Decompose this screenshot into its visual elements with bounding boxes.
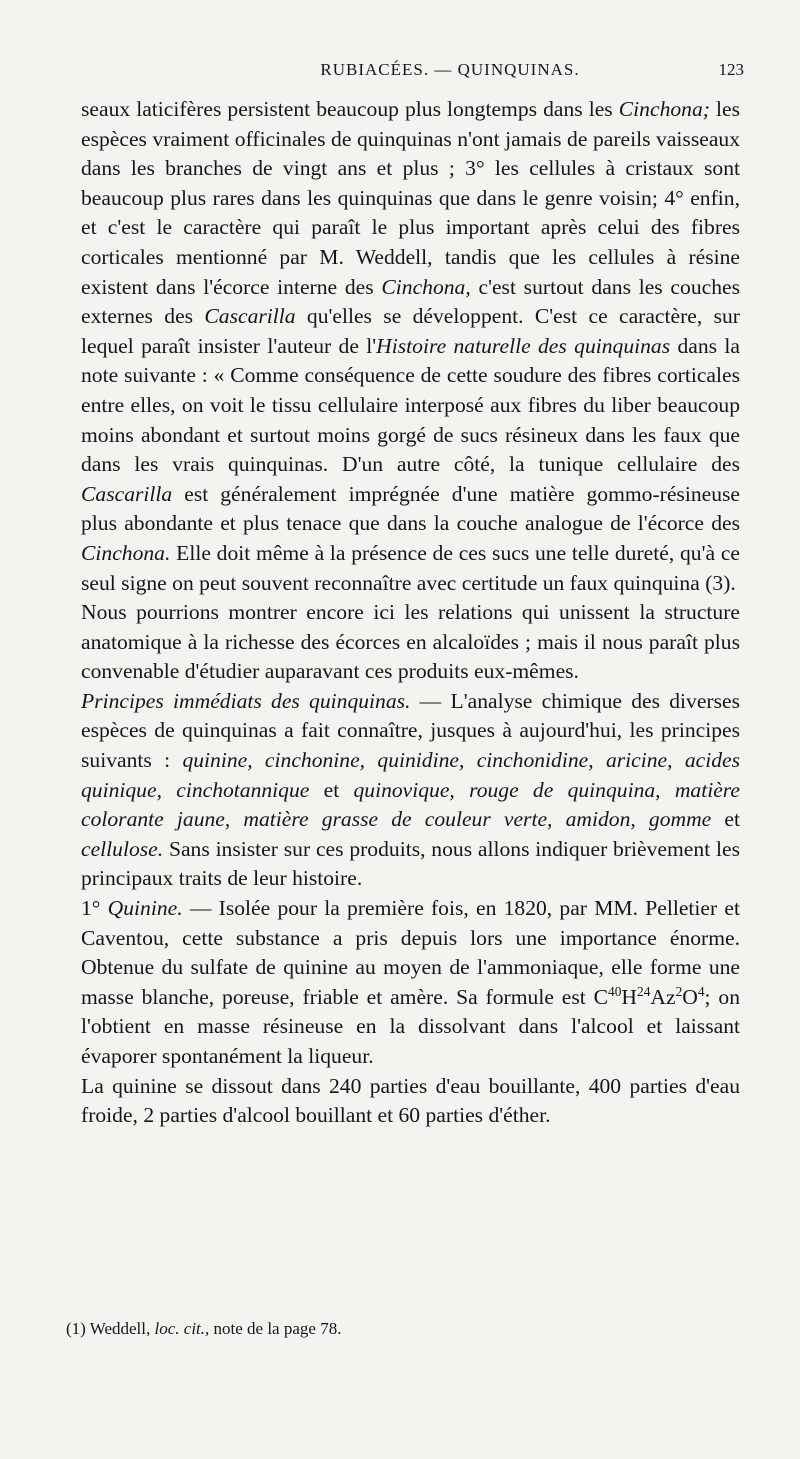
running-title: RUBIACÉES. — QUINQUINAS.	[320, 60, 580, 79]
paragraph-5: La quinine se dissout dans 240 parties d'eau bouillante, 400 parties d'eau froide, 2 parties d'alcool bouillant et 60 parties d'éther.	[81, 1073, 740, 1128]
text-run: c'est surtout dans les couches externes des	[81, 274, 740, 329]
text-run: qu'elles se développent. C'est ce caractère, sur lequel paraît insister l'auteur de l'	[81, 304, 740, 358]
italic-run: Cascarilla	[204, 304, 296, 329]
superscript: 24	[637, 983, 651, 999]
page-header	[86, 60, 744, 88]
text-run: les espèces vraiment officinales de quinquinas n'ont jamais de pareils vaisseaux dans les branches de vingt ans et plus ; 3° les cellules à cristaux sont beaucoup plus rares dans les quinquinas que dans le genre voisin; 4° enfin, et c'est le caractère qui paraît le plus important après celui des fibres corticales mentionné par M. Weddell, tandis que les cellules à résine existent dans l'écorce interne des	[81, 97, 740, 299]
italic-run: Quinine.	[107, 896, 183, 921]
text-run: seaux laticifères persistent beaucoup plus longtemps dans les	[81, 97, 619, 121]
paragraph-1	[81, 95, 740, 598]
superscript: 40	[608, 983, 622, 999]
text-run: est généralement imprégnée d'une matière gommo-résineuse plus abondante et plus tenace que dans la couche analogue de l'écorce des	[81, 481, 740, 536]
text-run: (1) Weddell,	[66, 1319, 155, 1338]
italic-run: Histoire naturelle des quinquinas	[376, 333, 671, 358]
italic-run: quinine, cinchonine, quinidine, cinchonidine, aricine, acides quinique, cinchotannique	[81, 748, 741, 802]
text-run: et	[711, 807, 741, 832]
page-number: 123	[718, 60, 744, 79]
text-run: dans la note suivante : « Comme conséquence de cette soudure des fibres corticales entre elles, on voit le tissu cellulaire interposé aux fibres du liber beaucoup moins abondant et surtout moins gorgé de sucs résineux dans les faux que dans les vrais quinquinas. D'un autre côté, la tunique cellulaire des	[81, 333, 741, 477]
text-run: H	[621, 984, 637, 1009]
italic-run: quinovique, rouge de quinquina, matière colorante jaune, matière grasse de couleur verte, amidon, gomme	[81, 777, 740, 832]
text-run: — L'analyse chimique des diverses espèces de quinquinas a fait connaître, jusques à aujourd'hui, les principes suivants :	[81, 688, 740, 773]
superscript: 2	[675, 983, 683, 999]
paragraph-3	[81, 687, 740, 894]
italic-run: Cinchona,	[381, 274, 471, 299]
paragraph-4	[81, 894, 740, 1072]
italic-run: Cinchona;	[618, 97, 710, 121]
footnote	[66, 1318, 746, 1340]
text-run: Elle doit même à la présence de ces sucs une telle dureté, qu'à ce seul signe on peut souvent reconnaître avec certitude un faux quinquina (3).	[81, 540, 740, 595]
text-run: — Isolée pour la première fois, en 1820, par MM. Pelletier et Caventou, cette substance a pris depuis lors une importance énorme. Obtenue du sulfate de quinine au moyen de l'ammoniaque, elle forme une masse blanche, poreuse, friable et amère. Sa formule est C	[81, 896, 740, 1009]
italic-run: Principes immédiats des quinquinas.	[81, 688, 411, 713]
text-run: Sans insister sur ces produits, nous allons indiquer brièvement les principaux traits de leur histoire.	[81, 836, 740, 891]
superscript: 4	[697, 983, 705, 999]
italic-run: Cinchona.	[81, 540, 171, 565]
text-run: 1°	[81, 896, 108, 921]
italic-run: loc. cit.,	[154, 1319, 210, 1338]
text-run: note de la page 78.	[209, 1319, 342, 1338]
italic-run: cellulose.	[81, 836, 164, 861]
body-text	[81, 95, 740, 1131]
text-run: O	[682, 984, 698, 1009]
italic-run: Cascarilla	[81, 481, 173, 506]
paragraph-2: Nous pourrions montrer encore ici les relations qui unissent la structure anatomique à la richesse des écorces en alcaloïdes ; mais il nous paraît plus convenable d'étudier auparavant ces produits eux-mêmes.	[81, 600, 740, 684]
text-run: Az	[650, 984, 676, 1009]
text-run: et	[309, 777, 354, 802]
text-run: ; on l'obtient en masse résineuse en la dissolvant dans l'alcool et laissant évaporer spontanément la liqueur.	[81, 984, 740, 1068]
